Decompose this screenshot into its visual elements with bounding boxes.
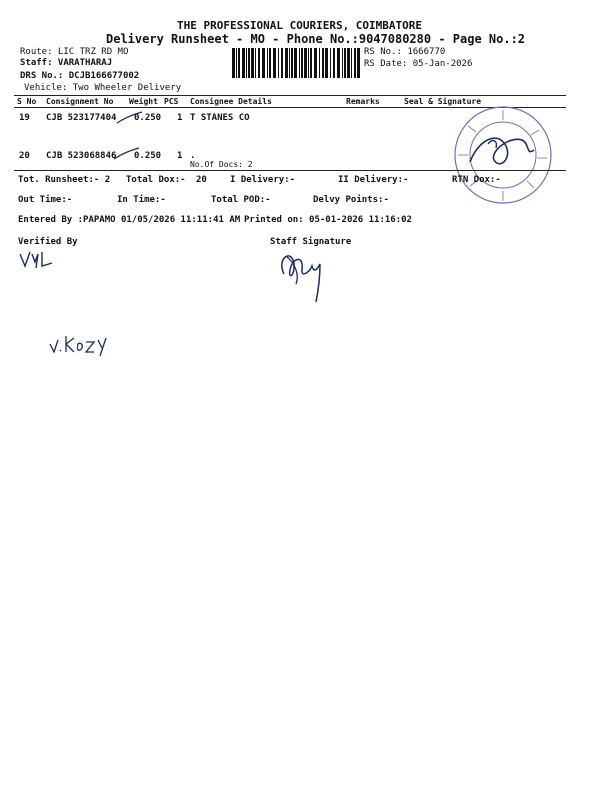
handwritten-note xyxy=(48,330,118,358)
col-remarks: Remarks xyxy=(346,97,380,106)
col-consignment: Consignment No xyxy=(46,97,114,106)
i-delivery: I Delivery:- xyxy=(230,175,296,185)
vehicle-label: Vehicle: Two Wheeler Delivery xyxy=(24,83,182,93)
rtn-dox: RTN Dox:- xyxy=(452,175,501,185)
ii-delivery: II Delivery:- xyxy=(338,175,409,185)
company-seal-stamp xyxy=(448,100,558,210)
printed-on: Printed on: 05-01-2026 11:16:02 xyxy=(244,215,412,225)
col-weight: Weight xyxy=(129,97,158,106)
runsheet-subtitle: Delivery Runsheet - MO - Phone No.:9047080280 - Page No.:2 xyxy=(106,32,526,46)
col-sno: S No xyxy=(17,97,37,106)
row-weight: 0.250 xyxy=(134,113,162,123)
total-dox-value: 20 xyxy=(196,175,207,185)
rs-date: RS Date: 05-Jan-2026 xyxy=(364,59,473,69)
row-sno: 20 xyxy=(19,151,30,161)
document-title: THE PROFESSIONAL COURIERS, COIMBATORE xyxy=(177,19,423,32)
total-dox-label: Total Dox:- xyxy=(126,175,186,185)
row-weight: 0.250 xyxy=(134,151,162,161)
staff-signature-label: Staff Signature xyxy=(270,237,352,247)
row-sno: 19 xyxy=(19,113,30,123)
in-time: In Time:- xyxy=(117,195,166,205)
row-doc-count: No.Of Docs: 2 xyxy=(190,160,253,169)
staff-label: Staff: VARATHARAJ xyxy=(20,58,113,68)
row-consignment-no: CJB 523177404 xyxy=(46,113,117,123)
tick-mark xyxy=(115,110,145,126)
out-time: Out Time:- xyxy=(18,195,73,205)
tick-mark xyxy=(112,146,142,162)
row-pcs: 1 xyxy=(177,113,183,123)
summary-rule xyxy=(14,170,566,171)
rs-number: RS No.: 1666770 xyxy=(364,47,446,57)
col-pcs: PCS xyxy=(164,97,179,106)
verified-initials-signature xyxy=(18,248,64,272)
delivery-points: Delvy Points:- xyxy=(313,195,389,205)
row-consignee: T STANES CO xyxy=(190,113,250,123)
row-pcs: 1 xyxy=(177,151,183,161)
route-label: Route: LIC TRZ RD MO xyxy=(20,47,129,57)
col-consignee: Consignee Details xyxy=(190,97,272,106)
drs-number: DRS No.: DCJB166677002 xyxy=(20,71,140,81)
barcode xyxy=(232,48,360,78)
row-consignee: . xyxy=(190,151,196,161)
verified-by-label: Verified By xyxy=(18,237,78,247)
table-top-rule xyxy=(14,95,566,96)
total-pod: Total POD:- xyxy=(211,195,271,205)
row-consignment-no: CJB 523068846 xyxy=(46,151,117,161)
col-seal-signature: Seal & Signature xyxy=(404,97,482,106)
staff-signature xyxy=(274,244,330,304)
entered-by: Entered By :PAPAMO 01/05/2026 11:11:41 AM xyxy=(18,215,241,225)
total-runsheet: Tot. Runsheet:- 2 xyxy=(18,175,111,185)
